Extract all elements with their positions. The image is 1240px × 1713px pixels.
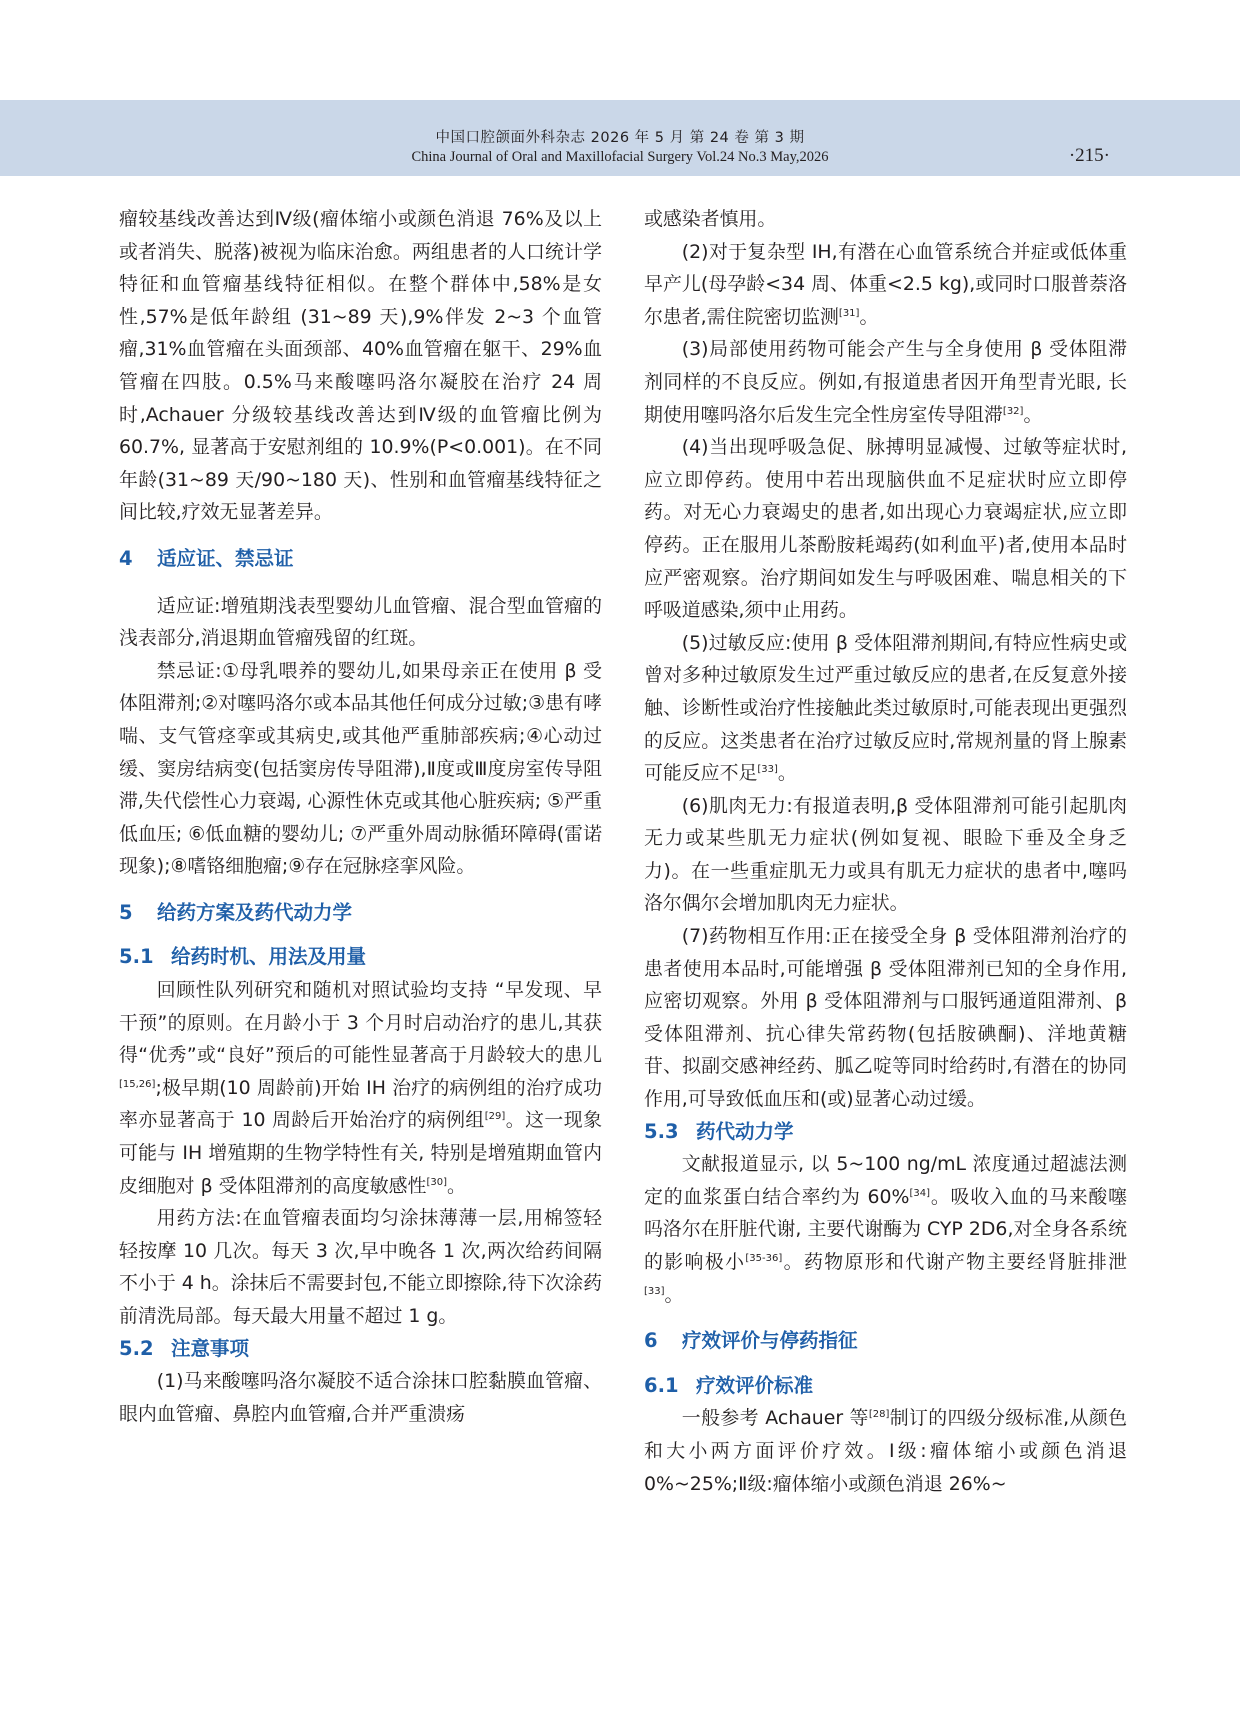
- paragraph: 禁忌证:①母乳喂养的婴幼儿,如果母亲正在使用 β 受体阻滞剂;②对噻吗洛尔或本品其他任何成分过敏;③患有哮喘、支气管痉挛或其病史,或其他严重肺部疾病;④心动过缓、窦房结病变(包括窦房传导阻滞),Ⅱ度或Ⅲ度房室传导阻滞,失代偿性心力衰竭, 心源性休克或其他心脏疾病; ⑤严重低血压; ⑥低血糖的婴幼儿; ⑦严重外周动脉循环障碍(雷诺现象);⑧嗜铬细胞瘤;⑨存在冠脉痉挛风险。: [119, 659, 602, 878]
- paragraph: 适应证:增殖期浅表型婴幼儿血管瘤、混合型血管瘤的浅表部分,消退期血管瘤残留的红斑。: [119, 594, 602, 650]
- paragraph: (1)马来酸噻吗洛尔凝胶不适合涂抹口腔黏膜血管瘤、眼内血管瘤、鼻腔内血管瘤,合并严重溃疡: [119, 1370, 602, 1425]
- citation: [35-36]: [745, 1253, 783, 1264]
- citation: [34]: [909, 1187, 931, 1199]
- paragraph: (3)局部使用药物可能会产生与全身使用 β 受体阻滞剂同样的不良反应。例如,有报道患者因开角型青光眼, 长期使用噻吗洛尔后发生完全性房室传导阻滞[32]。: [644, 338, 1127, 426]
- section-heading-5: 5 给药方案及药代动力学: [119, 900, 353, 924]
- paragraph: (2)对于复杂型 IH,有潜在心血管系统合并症或低体重早产儿(母孕龄<34 周、体重<2.5 kg),或同时口服普萘洛尔患者,需住院密切监测[31]。: [644, 240, 1127, 328]
- paragraph: (5)过敏反应:使用 β 受体阻滞剂期间,有特应性病史或曾对多种过敏原发生过严重过敏反应的患者,在反复意外接触、诊断性或治疗性接触此类过敏原时,可能表现出更强烈的反应。这类患者在治疗过敏反应时,常规剂量的肾上腺素可能反应不足[33]。: [644, 631, 1127, 785]
- citation: [32]: [1002, 405, 1024, 417]
- citation: [31]: [838, 307, 860, 319]
- section-heading-5-1: 5.1 给药时机、用法及用量: [119, 945, 367, 969]
- section-heading-4: 4 适应证、禁忌证: [119, 546, 294, 570]
- citation: [30]: [426, 1176, 447, 1188]
- section-heading-5-2: 5.2 注意事项: [119, 1336, 250, 1360]
- paragraph: 文献报道显示, 以 5~100 ng/mL 浓度通过超滤法测定的血浆蛋白结合率约为 60%[34]。吸收入血的马来酸噻吗洛尔在肝脏代谢, 主要代谢酶为 CYP 2D6,对全身各系统的影响极小[35-36]。药物原形和代谢产物主要经肾脏排泄[33]。: [644, 1153, 1128, 1306]
- paragraph: 或感染者慎用。: [644, 208, 777, 230]
- paragraph: 用药方法:在血管瘤表面均匀涂抹薄薄一层,用棉签轻轻按摩 10 几次。每天 3 次,早中晚各 1 次,两次给药间隔不小于 4 h。涂抹后不需要封包,不能立即擦除,待下次涂药前清洗局部。每天最大用量不超过 1 g。: [119, 1207, 602, 1327]
- section-heading-6: 6 疗效评价与停药指征: [644, 1329, 858, 1353]
- citation: [33]: [644, 1285, 665, 1297]
- journal-title-en: China Journal of Oral and Maxillofacial Surgery Vol.24 No.3 May,2026: [411, 149, 829, 165]
- paragraph: 回顾性队列研究和随机对照试验均支持 “早发现、早干预”的原则。在月龄小于 3 个月时启动治疗的患儿,其获得“优秀”或“良好”预后的可能性显著高于月龄较大的患儿[15,26];极早期(10 周龄前)开始 IH 治疗的病例组的治疗成功率亦显著高于 10 周龄后开始治疗的病例组[29]。这一现象可能与 IH 增殖期的生物学特性有关, 特别是增殖期血管内皮细胞对 β 受体阻滞剂的高度敏感性[30]。: [119, 979, 602, 1197]
- paragraph: 瘤较基线改善达到Ⅳ级(瘤体缩小或颜色消退 76%及以上或者消失、脱落)被视为临床治愈。两组患者的人口统计学特征和血管瘤基线特征相似。在整个群体中,58%是女性,57%是低年龄组 (31~89 天),9%伴发 2~3 个血管瘤,31%血管瘤在头面颈部、40%血管瘤在躯干、29%血管瘤在四肢。0.5%马来酸噻吗洛尔凝胶在治疗 24 周时,Achauer 分级较基线改善达到Ⅳ级的血管瘤比例为 60.7%, 显著高于安慰剂组的 10.9%(P<0.001)。在不同年龄(31~89 天/90~180 天)、性别和血管瘤基线特征之间比较,疗效无显著差异。: [119, 208, 602, 524]
- citation: [33]: [757, 764, 778, 776]
- journal-title-cn: 中国口腔颌面外科杂志 2026 年 5 月 第 24 卷 第 3 期: [435, 130, 805, 146]
- paragraph: (7)药物相互作用:正在接受全身 β 受体阻滞剂治疗的患者使用本品时,可能增强 β 受体阻滞剂已知的全身作用,应密切观察。外用 β 受体阻滞剂与口服钙通道阻滞剂、β 受体阻滞剂、抗心律失常药物(包括胺碘酮)、洋地黄糖苷、拟副交感神经药、胍乙啶等同时给药时,有潜在的协同作用,可导致低血压和(或)显著心动过缓。: [644, 925, 1127, 1111]
- page-number: ·215·: [1068, 145, 1110, 166]
- paragraph: 一般参考 Achauer 等[28]制订的四级分级标准,从颜色和大小两方面评价疗效。Ⅰ级:瘤体缩小或颜色消退 0%~25%;Ⅱ级:瘤体缩小或颜色消退 26%~: [644, 1407, 1127, 1495]
- citation: [29]: [484, 1111, 506, 1123]
- paragraph: (4)当出现呼吸急促、脉搏明显减慢、过敏等症状时,应立即停药。使用中若出现脑供血不足症状时应立即停药。对无心力衰竭史的患者,如出现心力衰竭症状,应立即停药。正在服用儿茶酚胺耗竭药(如利血平)者,使用本品时应严密观察。治疗期间如发生与呼吸困难、喘息相关的下呼吸道感染,须中止用药。: [644, 436, 1127, 622]
- citation: [28]: [868, 1409, 890, 1421]
- citation: [15,26]: [119, 1078, 156, 1090]
- right-column: [644, 203, 1127, 1500]
- section-heading-6-1: 6.1 疗效评价标准: [644, 1373, 814, 1397]
- section-heading-5-3: 5.3 药代动力学: [644, 1119, 794, 1143]
- left-column: [119, 203, 602, 1430]
- paragraph: (6)肌肉无力:有报道表明,β 受体阻滞剂可能引起肌肉无力或某些肌无力症状(例如复视、眼睑下垂及全身乏力)。在一些重症肌无力或具有肌无力症状的患者中,噻吗洛尔偶尔会增加肌肉无力症状。: [644, 794, 1127, 915]
